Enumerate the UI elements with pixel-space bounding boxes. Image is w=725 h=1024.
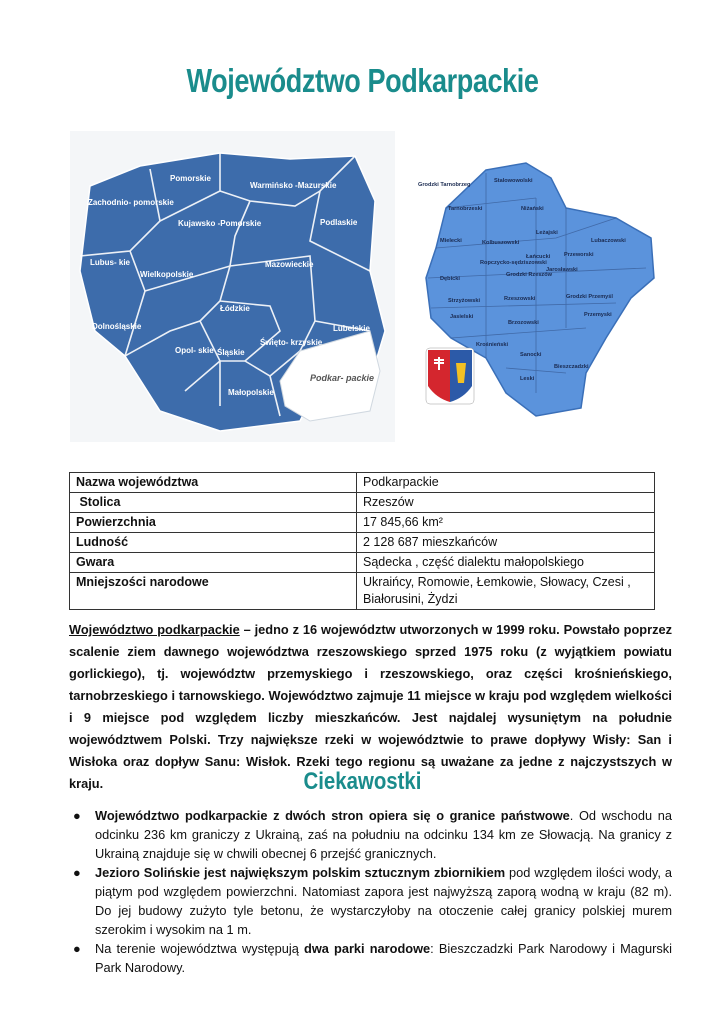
- bullet-icon: ●: [73, 808, 81, 823]
- map-label-malopolskie: Małopolskie: [228, 388, 274, 397]
- intro-text: – jedno z 16 województw utworzonych w 1999 roku. Powstało poprzez scalenie ziem dawnego województwa rzeszowskiego sprzed 1975 roku (z wyjątkiem powiatu gorlickiego), tj. województw przemyskiego i rzeszowskiego, oraz części krośnieńskiego, tarnobrzeskiego i tarnowskiego. Województwo zajmuje 11 miejsce w kraju pod względem wielkości i 9 miejsce pod względem liczby mieszkańców. Jest najdalej wysuniętym na południe województwem Polski. Trzy największe rzeki w województwie to prawe dopływy Wisły: San i Wisłoka oraz dopływ Sanu: Wisłok. Rzeki tego regionu są uważane za jedne z najczystszych w kraju.: [69, 622, 672, 791]
- county-label: Lubaczowski: [591, 238, 626, 244]
- table-value: Rzeszów: [357, 493, 655, 513]
- table-key: Ludność: [70, 533, 357, 553]
- map-label-dolnoslaskie: Dolnośląskie: [92, 322, 142, 331]
- county-label: Kolbuszowski: [482, 240, 520, 246]
- list-item: [70, 939, 672, 977]
- county-label: Jarosławski: [546, 267, 578, 273]
- county-label: Rzeszowski: [504, 296, 536, 302]
- map-label-pomorskie: Pomorskie: [170, 174, 211, 183]
- table-value: Podkarpackie: [357, 473, 655, 493]
- table-key: Powierzchnia: [70, 513, 357, 533]
- county-label: Jasielski: [450, 314, 474, 320]
- county-label: Grodzki Rzeszów: [506, 272, 553, 278]
- fact-text: : Bieszczadzki Park Narodowy i Magurski Park Narodowy.: [95, 941, 672, 975]
- table-row: [70, 493, 655, 513]
- bullet-icon: ●: [73, 865, 81, 880]
- county-label: Przeworski: [564, 252, 594, 258]
- county-label: Strzyżowski: [448, 298, 481, 304]
- county-label: Przemyski: [584, 312, 612, 318]
- map-label-opolskie: Opol- skie: [175, 346, 214, 355]
- county-label: Leski: [520, 376, 535, 382]
- fact-text: . Od wschodu na odcinku 236 km graniczy z Ukrainą, zaś na południu na odcinku 134 km ze Słowacją. Na granicy z Ukrainą znajduje się w chwili obecnej 6 przejść granicznych.: [95, 808, 672, 861]
- map-label-podlaskie: Podlaskie: [320, 218, 358, 227]
- table-key: Stolica: [70, 493, 357, 513]
- table-row: [70, 553, 655, 573]
- coat-of-arms: [426, 348, 474, 404]
- podkarpackie-map: [416, 158, 658, 420]
- intro-lead: Województwo podkarpackie: [69, 622, 240, 637]
- county-label: Leżajski: [536, 230, 558, 236]
- table-key: Gwara: [70, 553, 357, 573]
- page-title: Województwo Podkarpackie: [186, 62, 539, 99]
- section-subtitle: Ciekawostki: [303, 768, 422, 795]
- map-label-slaskie: Śląskie: [217, 348, 245, 357]
- fact-bold: Jezioro Solińskie jest największym polskim sztucznym zbiornikiem: [95, 865, 506, 880]
- table-row: [70, 573, 655, 610]
- county-label: Krośnieński: [476, 342, 509, 348]
- map-label-mazowieckie: Mazowieckie: [265, 260, 314, 269]
- bullet-icon: ●: [73, 941, 81, 956]
- table-value: Ukraińcy, Romowie, Łemkowie, Słowacy, Czesi , Białorusini, Żydzi: [357, 573, 655, 610]
- county-label: Dębicki: [440, 276, 460, 282]
- info-table: [69, 472, 655, 610]
- table-key: Nazwa województwa: [70, 473, 357, 493]
- map-label-warminsko: Warmińsko -Mazurskie: [250, 181, 337, 190]
- table-value: 2 128 687 mieszkańców: [357, 533, 655, 553]
- map-label-wielkopolskie: Wielkopolskie: [140, 270, 194, 279]
- map-label-lubelskie: Lubelskie: [333, 324, 370, 333]
- fact-text: pod względem ilości wody, a piątym pod względem powierzchni. Natomiast zapora jest najwyższą zaporą wodną w kraju (82 m). Do jej budowy zużyto tyle betonu, że wystarczyłoby na otoczenie całej granicy polskiej murem szerokim i wysokim na 1 m.: [95, 865, 672, 937]
- list-item: [70, 863, 672, 939]
- county-label: Niżański: [521, 206, 544, 212]
- table-value: 17 845,66 km²: [357, 513, 655, 533]
- table-row: [70, 513, 655, 533]
- county-label: Sanocki: [520, 352, 542, 358]
- map-label-podkarpackie: Podkar- packie: [310, 373, 375, 383]
- fact-bold: dwa parki narodowe: [304, 941, 431, 956]
- table-row: [70, 533, 655, 553]
- list-item: [70, 806, 672, 863]
- county-label: Tarnobrzeski: [448, 206, 483, 212]
- county-label: Ropczycko-sędziszowski: [480, 260, 547, 266]
- table-value: Sądecka , część dialektu małopolskiego: [357, 553, 655, 573]
- county-label: Łańcucki: [526, 254, 551, 260]
- county-label: Mielecki: [440, 238, 462, 244]
- table-row: [70, 473, 655, 493]
- map-label-zachodnio: Zachodnio- pomorskie: [88, 198, 174, 207]
- fact-bold: Województwo podkarpackie z dwóch stron opiera się o granice państwowe: [95, 808, 570, 823]
- county-label: Grodzki Przemyśl: [566, 294, 613, 300]
- county-label: Bieszczadzki: [554, 364, 589, 370]
- fact-pre: Na terenie województwa występują: [95, 941, 304, 956]
- facts-list: [70, 806, 672, 977]
- map-label-lubuskie: Lubus- kie: [90, 258, 131, 267]
- table-key: Mniejszości narodowe: [70, 573, 357, 610]
- map-label-lodzkie: Łódzkie: [220, 304, 250, 313]
- county-label: Stalowowolski: [494, 178, 533, 184]
- county-label: Brzozowski: [508, 320, 539, 326]
- county-label: Grodzki Tarnobrzeg: [418, 182, 471, 188]
- map-label-swietokrzyskie: Święto- krzyskie: [260, 338, 323, 347]
- poland-map: [70, 131, 395, 442]
- map-label-kujawsko: Kujawsko -Pomorskie: [178, 219, 262, 228]
